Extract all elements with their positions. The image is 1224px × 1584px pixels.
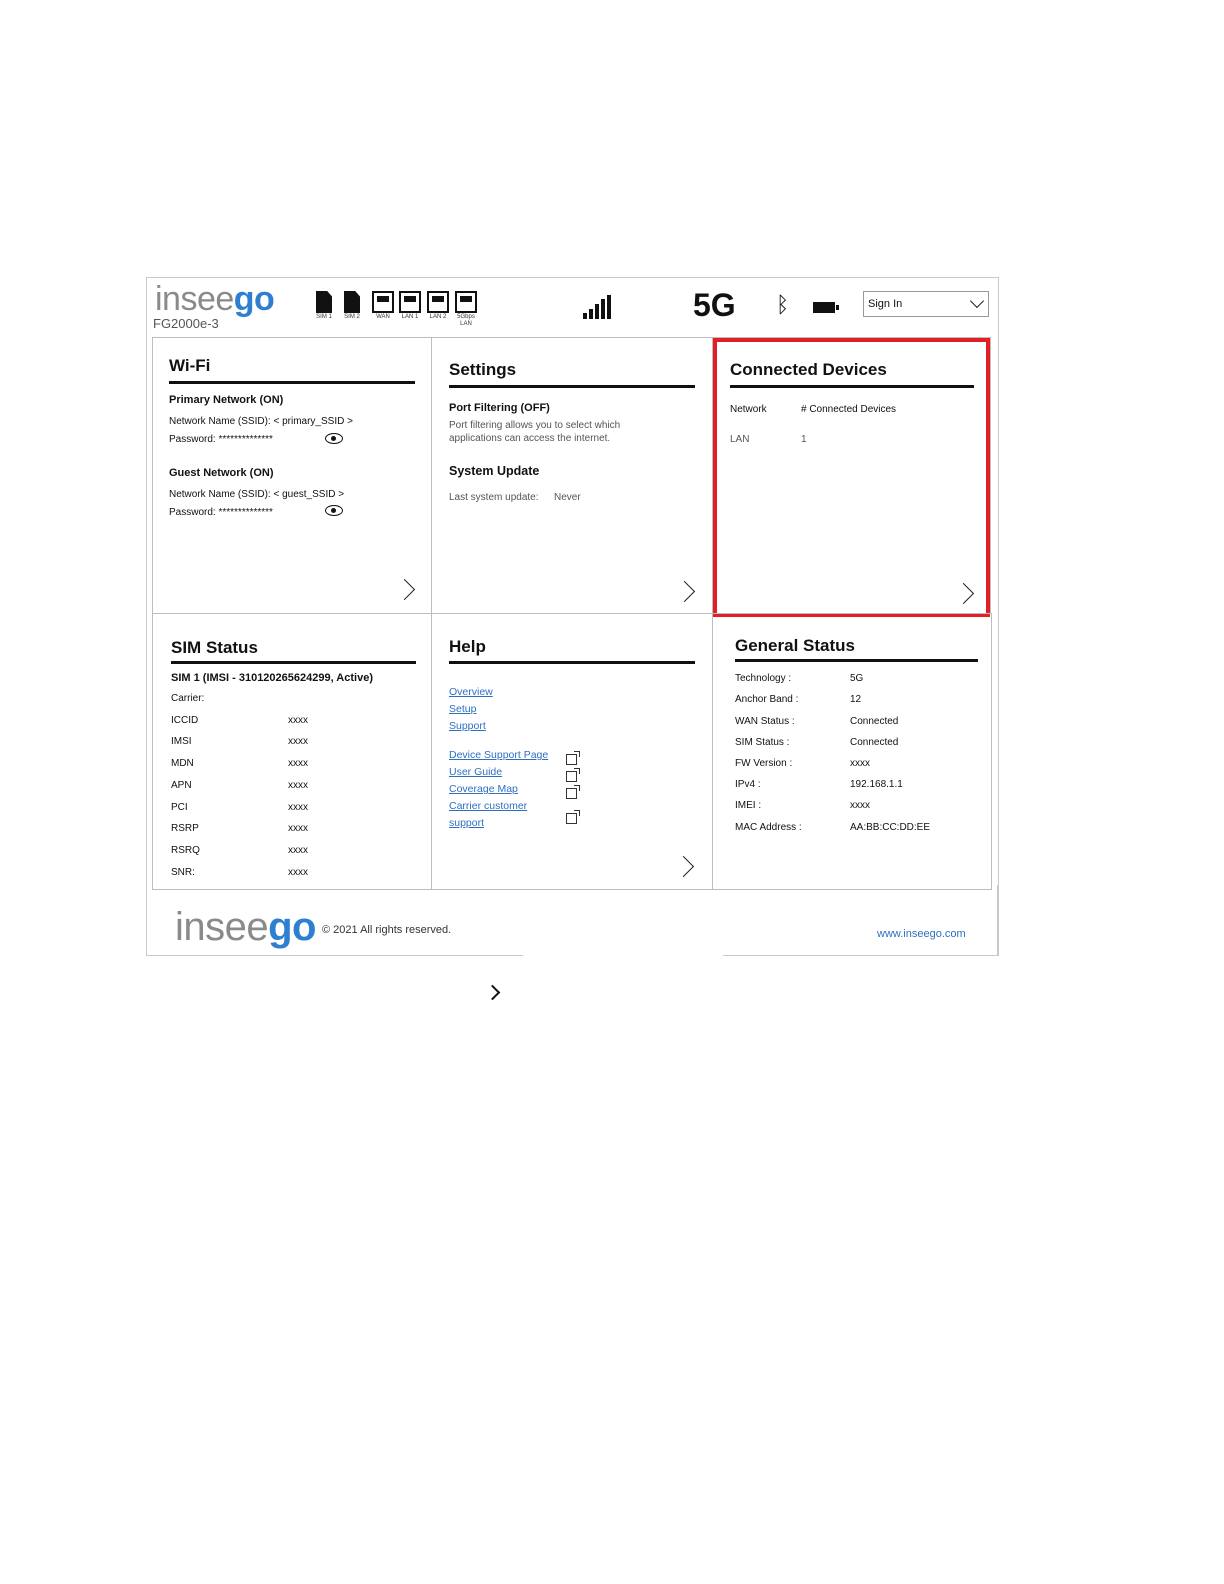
settings-card[interactable] [431, 337, 713, 614]
sim-status-card[interactable] [152, 613, 432, 890]
ethernet-port-icon [427, 291, 449, 313]
show-password-eye-icon[interactable] [325, 433, 343, 444]
device-model: FG2000e-3 [153, 316, 219, 331]
status-row-value: xxxx [850, 758, 870, 769]
chevron-right-icon[interactable] [674, 581, 695, 602]
help-link-user-guide[interactable]: User Guide [449, 766, 503, 778]
bluetooth-icon: ᛒ [776, 292, 790, 317]
port-filtering-description-2: applications can access the internet. [449, 433, 611, 444]
status-row-value: AA:BB:CC:DD:EE [850, 822, 931, 833]
system-update-title: System Update [449, 464, 540, 478]
guest-password: Password: ************** [169, 507, 273, 518]
external-link-icon[interactable] [566, 813, 577, 824]
help-link-device-support-page[interactable]: Device Support Page [449, 749, 549, 761]
help-title: Help [449, 637, 486, 656]
external-link-icon[interactable] [566, 754, 577, 765]
status-row-value: 5G [850, 673, 864, 684]
wifi-card[interactable] [152, 337, 432, 614]
last-update-label: Last system update: [449, 492, 539, 503]
sim-row-label: PCI [171, 802, 188, 813]
guest-ssid: Network Name (SSID): < guest_SSID > [169, 489, 345, 500]
wifi-title: Wi-Fi [169, 356, 211, 375]
sim-title: SIM 1 (IMSI - 310120265624299, Active) [171, 672, 373, 684]
chevron-down-icon [970, 294, 984, 308]
chevron-right-icon[interactable] [673, 856, 694, 877]
sim-icon [316, 291, 332, 313]
help-link-support[interactable]: Support [449, 720, 486, 732]
status-row-value: 12 [850, 694, 862, 705]
help-link-carrier-customer-support[interactable]: Carrier customer [449, 800, 528, 812]
highlight-box [713, 338, 990, 617]
signal-strength-icon [583, 295, 613, 319]
external-link-icon[interactable] [566, 771, 577, 782]
sim-row-value: xxxx [288, 780, 308, 791]
sim1-status: SIM 1 [315, 291, 333, 321]
sim-row-label: RSRP [171, 823, 199, 834]
copyright-text: © 2021 All rights reserved. [322, 924, 452, 936]
divider [735, 659, 978, 662]
divider [449, 661, 695, 664]
status-row-label: IPv4 : [735, 779, 761, 790]
sim-row-value: xxxx [288, 715, 308, 726]
sim-icon [344, 291, 360, 313]
status-row-label: WAN Status : [735, 716, 795, 727]
website-link[interactable]: www.inseego.com [877, 928, 966, 940]
sim-row-value: xxxx [288, 845, 308, 856]
sim2-status: SIM 2 [343, 291, 361, 321]
sim-row-value: xxxx [288, 758, 308, 769]
frame-edge [723, 955, 998, 956]
status-row-value: 192.168.1.1 [850, 779, 903, 790]
sign-in-dropdown[interactable] [863, 291, 989, 317]
settings-title: Settings [449, 360, 517, 379]
lan2-port-status: LAN 2 [426, 291, 450, 321]
device-count-cell: 1 [801, 434, 807, 445]
sim-row-value: xxxx [288, 867, 308, 878]
divider [171, 661, 416, 664]
connected-devices-title: Connected Devices [730, 360, 887, 379]
network-type-indicator: 5G [693, 287, 736, 323]
sim-row-label: SNR: [171, 867, 195, 878]
divider [169, 381, 415, 384]
network-column-header: Network [730, 404, 767, 415]
help-link-carrier-customer-support-2[interactable]: support [449, 817, 485, 829]
ethernet-port-icon [372, 291, 394, 313]
chevron-right-icon [485, 985, 501, 1001]
help-link-coverage-map[interactable]: Coverage Map [449, 783, 518, 795]
status-row-value: xxxx [850, 800, 870, 811]
sim-row-label: ICCID [171, 715, 199, 726]
status-row-label: MAC Address : [735, 822, 802, 833]
sim-row-label: RSRQ [171, 845, 200, 856]
lan1-port-status: LAN 1 [398, 291, 422, 321]
primary-network-title: Primary Network (ON) [169, 394, 284, 406]
external-link-icon[interactable] [566, 788, 577, 799]
sim-status-title: SIM Status [171, 638, 258, 657]
frame-edge [997, 885, 998, 955]
status-row-value: Connected [850, 716, 899, 727]
primary-ssid: Network Name (SSID): < primary_SSID > [169, 416, 353, 427]
primary-password: Password: ************** [169, 434, 273, 445]
help-link-overview[interactable]: Overview [449, 686, 493, 698]
sim-row-label: IMSI [171, 736, 192, 747]
status-row-value: Connected [850, 737, 899, 748]
frame-edge [146, 955, 523, 956]
status-row-label: Technology : [735, 673, 792, 684]
carrier-label: Carrier: [171, 693, 205, 704]
wan-port-status: WAN [371, 291, 395, 321]
battery-icon [813, 302, 835, 313]
inseego-logo: inseego [155, 280, 275, 318]
sim-row-label: MDN [171, 758, 194, 769]
ethernet-port-icon [399, 291, 421, 313]
frame-edge [146, 885, 147, 955]
sim-row-label: APN [171, 780, 192, 791]
status-row-label: Anchor Band : [735, 694, 799, 705]
sim-row-value: xxxx [288, 736, 308, 747]
help-card[interactable] [431, 613, 713, 890]
sim-row-value: xxxx [288, 823, 308, 834]
status-row-label: SIM Status : [735, 737, 790, 748]
sim-row-value: xxxx [288, 802, 308, 813]
5gbps-lan-port-status: 5Gbps LAN [453, 291, 479, 328]
port-filtering-description: Port filtering allows you to select which [449, 420, 621, 431]
device-count-column-header: # Connected Devices [801, 404, 897, 415]
network-cell: LAN [730, 434, 750, 445]
chevron-right-icon[interactable] [394, 579, 415, 600]
sign-in-label: Sign In [868, 298, 903, 310]
general-status-title: General Status [735, 636, 855, 655]
help-link-setup[interactable]: Setup [449, 703, 477, 715]
divider [449, 385, 695, 388]
port-filtering-title: Port Filtering (OFF) [449, 402, 550, 414]
show-password-eye-icon[interactable] [325, 505, 343, 516]
status-row-label: IMEI : [735, 800, 762, 811]
ethernet-port-icon [455, 291, 477, 313]
guest-network-title: Guest Network (ON) [169, 467, 274, 479]
status-row-label: FW Version : [735, 758, 793, 769]
last-update-value: Never [554, 492, 581, 503]
footer-inseego-logo: inseego [175, 905, 316, 949]
general-status-card [712, 613, 992, 890]
